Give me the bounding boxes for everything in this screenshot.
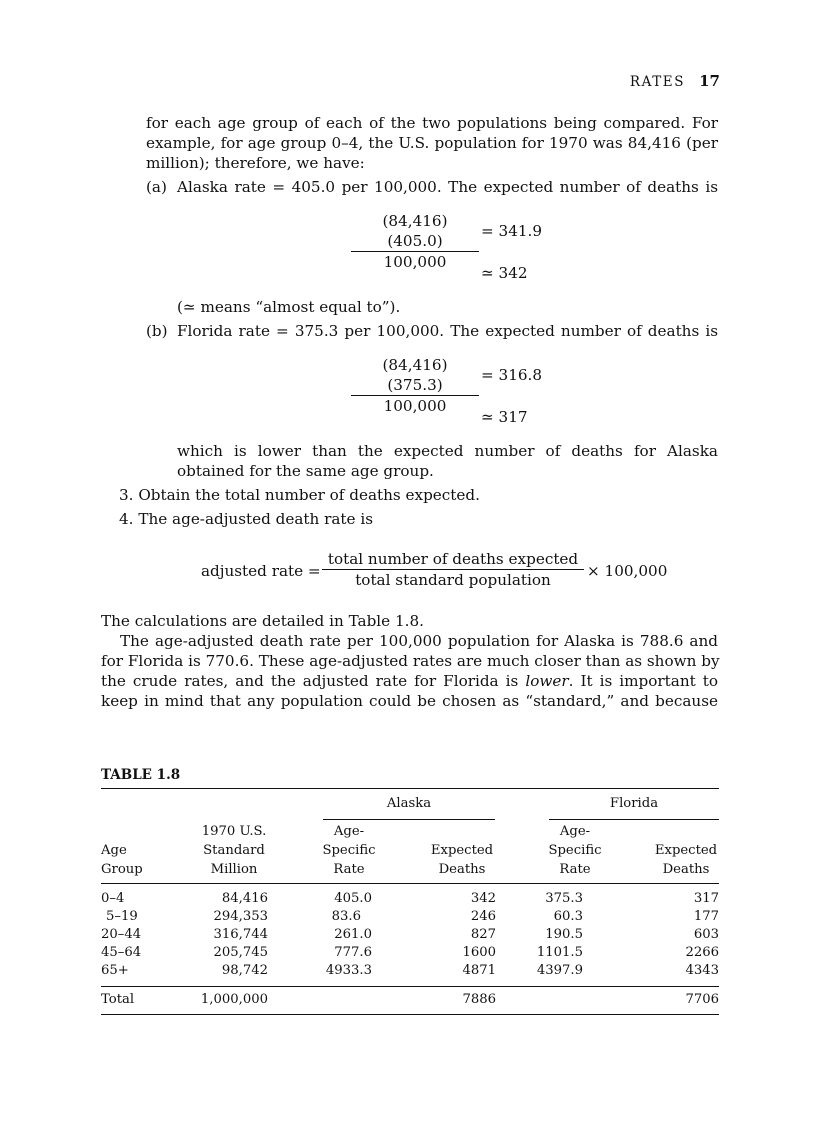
col-header-fl-rate: Age- [559,824,591,839]
fraction-a [351,211,479,272]
table-cell-age: 20–44 [101,927,142,942]
table-cell-fl-rate: 190.5 [545,927,583,942]
item-b-text: Florida rate = 375.3 per 100,000. The expected number of deaths is [177,322,718,340]
text-run: . It is important to [568,672,718,690]
table-bottom-rule [101,1014,719,1015]
table-cell-fl-exp: 4343 [685,963,719,978]
section-title: RATES [629,74,686,90]
table-cell-age: 65+ [101,963,129,978]
paragraph-line: example, for age group 0–4, the U.S. population for 1970 was 84,416 (per [146,134,718,152]
paragraph-line: for each age group of each of the two populations being compared. For [146,114,718,132]
adjusted-rate-denominator: total standard population [355,571,551,589]
col-header-fl-deaths: Expected [654,843,718,858]
col-header-standard: Million [210,862,258,877]
paragraph-line: for Florida is 770.6. These age-adjusted rates are much closer than as shown by [101,652,720,670]
approx-note: (≃ means “almost equal to”). [177,298,401,316]
result-b: = 316.8 [481,366,543,384]
table-cell-std: 294,353 [213,909,268,924]
total-ak-exp: 7886 [462,992,496,1007]
fraction-a-numerator: (84,416)(405.0) [351,211,479,252]
total-label: Total [101,992,135,1007]
table-cell-std: 98,742 [221,963,268,978]
table-cell-fl-rate: 1101.5 [536,945,583,960]
table-cell-ak-rate: 261.0 [334,927,372,942]
item-a-label: (a) [146,178,167,196]
paragraph-line: The age-adjusted death rate per 100,000 population for Alaska is 788.6 and [120,632,718,650]
table-cell-fl-rate: 375.3 [545,891,583,906]
total-std: 1,000,000 [200,992,268,1007]
result-a: = 341.9 [481,222,543,240]
table-cell-ak-exp: 342 [470,891,496,906]
adjusted-rate-fraction [322,549,584,590]
result-b-approx: ≃ 317 [481,408,528,426]
col-header-fl-rate: Specific [548,843,602,858]
table-cell-fl-exp: 2266 [685,945,719,960]
text-run: the crude rates, and the adjusted rate for Florida is [101,672,526,690]
page-number: 17 [699,72,720,90]
item-b-follow: which is lower than the expected number of deaths for Alaska [177,442,718,460]
table-cell-ak-rate: 405.0 [334,891,372,906]
table-cell-age: 5–19 [106,909,138,924]
col-header-fl-rate: Rate [559,862,591,877]
table-cell-ak-exp: 827 [470,927,496,942]
item-a-text: Alaska rate = 405.0 per 100,000. The expected number of deaths is [177,178,718,196]
fraction-b-numerator: (84,416)(375.3) [351,355,479,396]
item-b-follow: obtained for the same age group. [177,462,434,480]
fraction-a-denominator: 100,000 [383,253,447,271]
total-fl-exp: 7706 [685,992,719,1007]
group-rule-florida [549,819,719,820]
group-header-alaska: Alaska [386,796,432,811]
table-cell-std: 205,745 [213,945,268,960]
col-header-ak-rate: Age- [333,824,365,839]
col-header-ak-deaths: Expected [430,843,494,858]
table-cell-fl-rate: 4397.9 [536,963,583,978]
paragraph-line: The calculations are detailed in Table 1.8. [101,612,424,630]
table-cell-ak-rate: 83.6 [331,909,361,924]
col-header-age: Age [101,843,127,858]
fraction-b-denominator: 100,000 [383,397,447,415]
item-b-label: (b) [146,322,168,340]
table-cell-fl-exp: 317 [693,891,719,906]
col-header-standard: 1970 U.S. [201,824,267,839]
step-4: 4. The age-adjusted death rate is [119,510,374,528]
running-head [560,72,720,90]
step-3: 3. Obtain the total number of deaths expected. [119,486,480,504]
adjusted-rate-numerator: total number of deaths expected [322,549,584,570]
paragraph-line [101,671,718,691]
col-header-ak-deaths: Deaths [438,862,486,877]
emphasis: lower [525,672,569,690]
table-cell-fl-exp: 177 [693,909,719,924]
table-cell-fl-exp: 603 [693,927,719,942]
fraction-b [351,355,479,416]
table-title: TABLE 1.8 [101,767,181,783]
table-cell-ak-exp: 4871 [462,963,496,978]
group-header-florida: Florida [609,796,659,811]
table-cell-age: 45–64 [101,945,142,960]
table-cell-std: 84,416 [221,891,268,906]
total-rule [101,986,719,987]
table-top-rule [101,788,719,789]
group-rule-alaska [323,819,495,820]
col-header-fl-deaths: Deaths [662,862,710,877]
table-cell-age: 0–4 [101,891,125,906]
table-cell-ak-exp: 1600 [462,945,496,960]
paragraph-line: keep in mind that any population could be chosen as “standard,” and because [101,692,718,710]
col-header-standard: Standard [203,843,265,858]
table-cell-std: 316,744 [213,927,268,942]
result-a-approx: ≃ 342 [481,264,528,282]
table-cell-ak-rate: 4933.3 [325,963,372,978]
table-cell-fl-rate: 60.3 [553,909,583,924]
col-header-ak-rate: Specific [322,843,376,858]
header-rule [101,883,719,884]
col-header-ak-rate: Rate [333,862,365,877]
formula-rhs: × 100,000 [587,562,668,580]
paragraph-line: million); therefore, we have: [146,154,365,172]
table-cell-ak-rate: 777.6 [334,945,372,960]
col-header-age: Group [101,862,143,877]
table-cell-ak-exp: 246 [470,909,496,924]
formula-lhs: adjusted rate = [201,562,321,580]
